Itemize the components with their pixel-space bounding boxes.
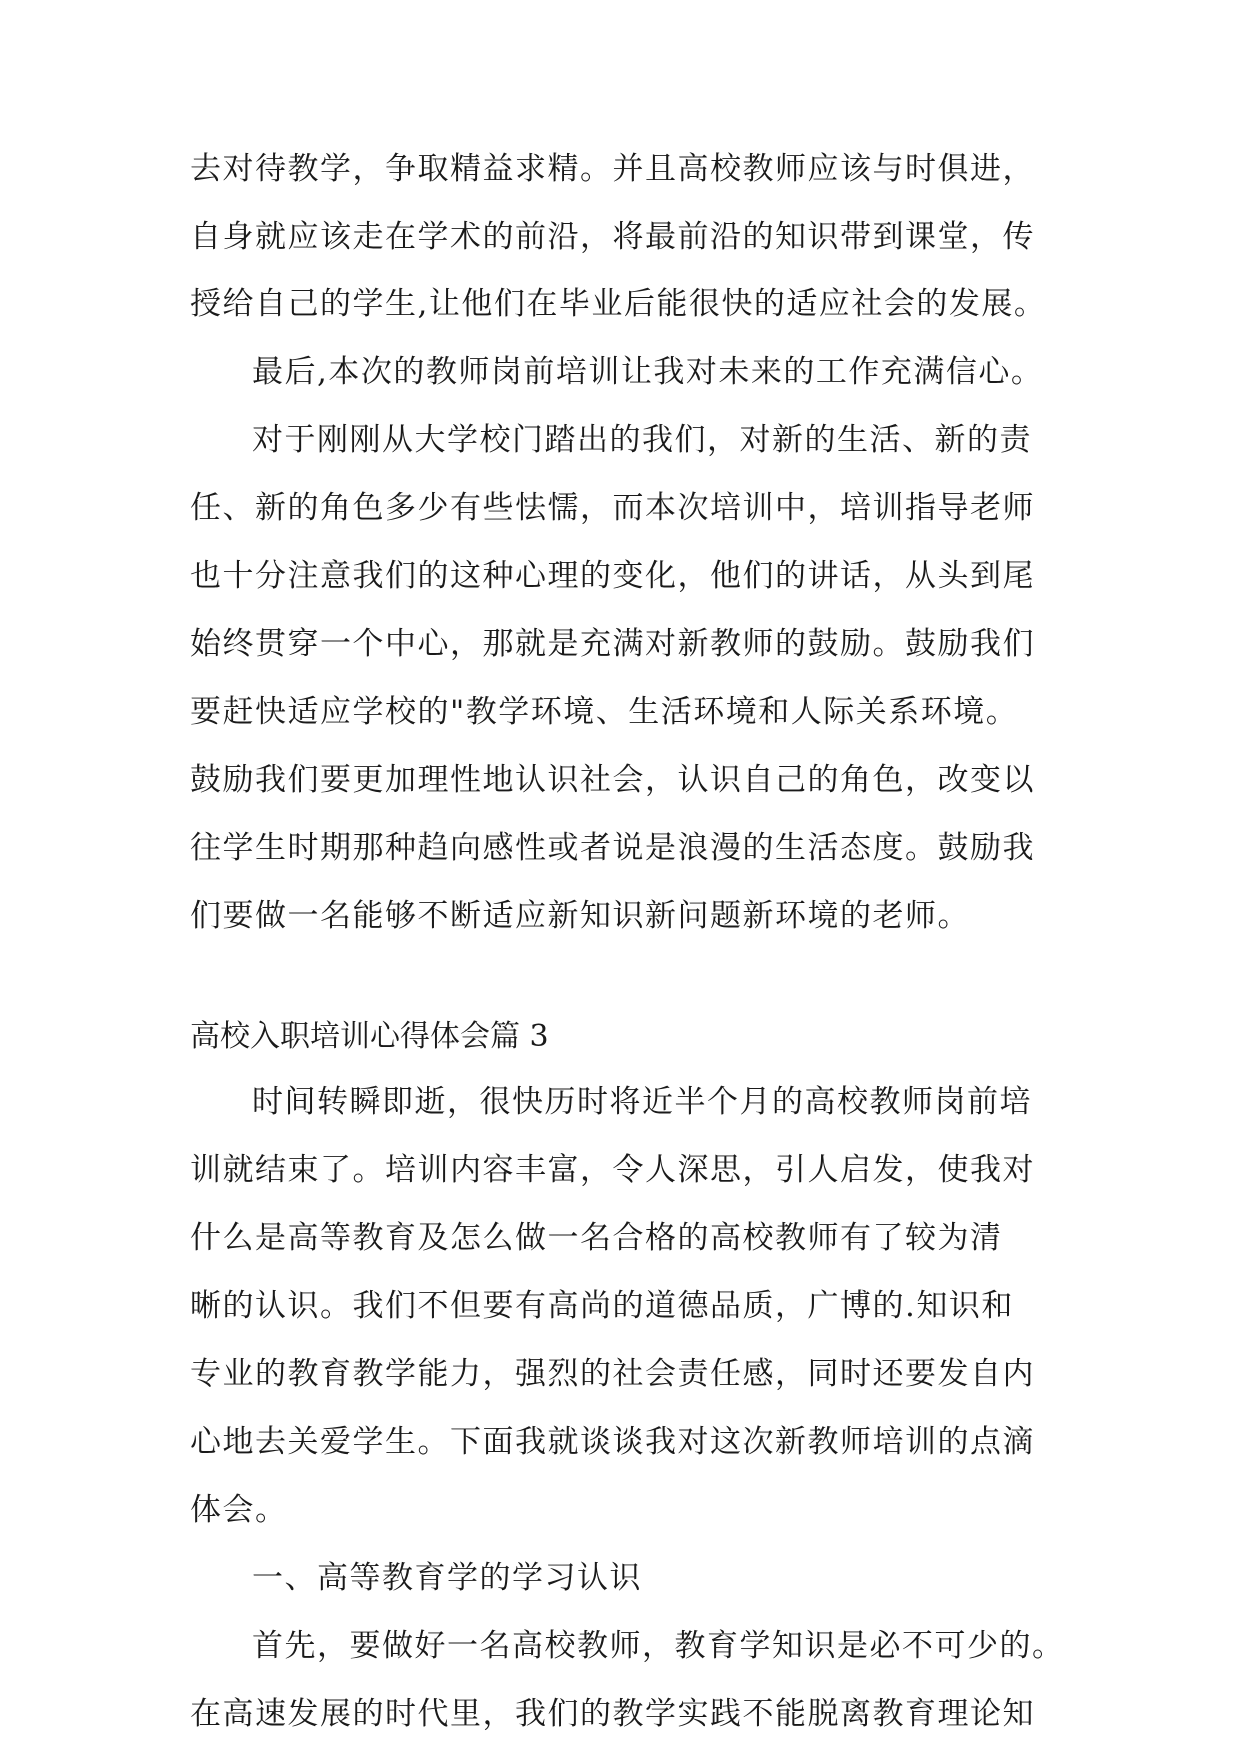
paragraph-line: 往学生时期那种趋向感性或者说是浪漫的生活态度。鼓励我: [190, 830, 1035, 866]
paragraph-line: 在高速发展的时代里，我们的教学实践不能脱离教育理论知: [190, 1696, 1035, 1732]
paragraph-line: 时间转瞬即逝，很快历时将近半个月的高校教师岗前培: [252, 1084, 1032, 1120]
paragraph-line: 自身就应该走在学术的前沿，将最前沿的知识带到课堂，传: [190, 219, 1035, 255]
paragraph-line: 训就结束了。培训内容丰富，令人深思，引人启发，使我对: [190, 1152, 1035, 1188]
paragraph-line: 要赶快适应学校的"教学环境、生活环境和人际关系环境。: [190, 694, 1019, 730]
paragraph-line: 最后,本次的教师岗前培训让我对未来的工作充满信心。: [252, 354, 1044, 390]
paragraph-line: 对于刚刚从大学校门踏出的我们，对新的生活、新的责: [252, 422, 1032, 458]
paragraph-line: 首先，要做好一名高校教师，教育学知识是必不可少的。: [252, 1628, 1065, 1664]
paragraph-line: 什么是高等教育及怎么做一名合格的高校教师有了较为清: [190, 1220, 1003, 1256]
paragraph-line: 始终贯穿一个中心，那就是充满对新教师的鼓励。鼓励我们: [190, 626, 1035, 662]
paragraph-line: 专业的教育教学能力，强烈的社会责任感，同时还要发自内: [190, 1356, 1035, 1392]
paragraph-line: 鼓励我们要更加理性地认识社会，认识自己的角色，改变以: [190, 762, 1035, 798]
paragraph-line: 也十分注意我们的这种心理的变化，他们的讲话，从头到尾: [190, 558, 1035, 594]
paragraph-line: 们要做一名能够不断适应新知识新问题新环境的老师。: [190, 898, 970, 934]
paragraph-line: 心地去关爱学生。下面我就谈谈我对这次新教师培训的点滴: [190, 1424, 1035, 1460]
paragraph-line: 任、新的角色多少有些怯懦，而本次培训中，培训指导老师: [190, 490, 1035, 526]
paragraph-line: 体会。: [190, 1492, 288, 1528]
subheading: 一、高等教育学的学习认识: [252, 1560, 642, 1596]
section-title: 高校入职培训心得体会篇 3: [190, 1019, 549, 1054]
paragraph-line: 晰的认识。我们不但要有高尚的道德品质，广博的.知识和: [190, 1288, 1014, 1324]
paragraph-line: 授给自己的学生,让他们在毕业后能很快的适应社会的发展。: [190, 286, 1047, 322]
paragraph-line: 去对待教学，争取精益求精。并且高校教师应该与时俱进，: [190, 151, 1035, 187]
